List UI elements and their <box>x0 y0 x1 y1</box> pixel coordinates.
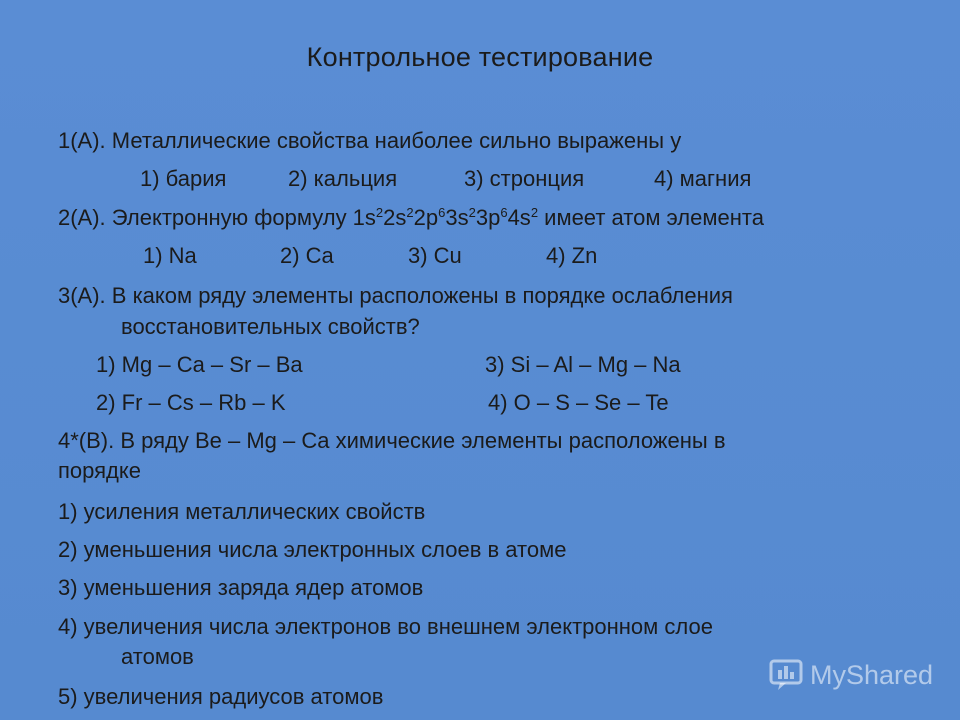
q3-option-1: 1) Mg – Ca – Sr – Ba <box>96 352 303 377</box>
question-3-line-1: 3(А). В каком ряду элементы расположены в порядке ослабления <box>58 283 733 308</box>
q1-option-4: 4) магния <box>654 166 752 191</box>
q4-question-tail: порядке <box>58 458 141 483</box>
q2-sup-6: 2 <box>530 205 539 220</box>
q3-option-2: 2) Fr – Cs – Rb – K <box>96 390 286 415</box>
q2-option-1: 1) Na <box>143 243 197 268</box>
q4-option-3: 3) уменьшения заряда ядер атомов <box>58 575 424 600</box>
q2-prefix: 2(А). Электронную формулу 1s <box>58 205 376 230</box>
question-3-line-2: восстановительных свойств? <box>121 314 420 339</box>
q3-option-3: 3) Si – Al – Mg – Na <box>485 352 681 377</box>
question-1: 1(А). Металлические свойства наиболее сильно выражены у <box>58 128 682 153</box>
q4-option-5: 5) увеличения радиусов атомов <box>58 684 384 709</box>
q4-option-1: 1) усиления металлических свойств <box>58 499 426 524</box>
q4-option-2: 2) уменьшения числа электронных слоев в атоме <box>58 537 567 562</box>
q2-part-2p: 2p <box>413 205 439 230</box>
question-4 <box>58 426 924 486</box>
q2-option-4: 4) Zn <box>546 243 598 268</box>
q2-part-2s: 2s <box>383 205 407 230</box>
q4-question: 4*(В). В ряду Be – Mg – Ca химические элементы расположены в <box>58 428 726 453</box>
q2-part-3s: 3s <box>445 205 469 230</box>
q3-option-4: 4) O – S – Se – Te <box>488 390 669 415</box>
q4-option-4-line-1: 4) увеличения числа электронов во внешнем электронном слое <box>58 614 713 639</box>
myshared-logo <box>768 656 933 694</box>
q2-option-2: 2) Ca <box>280 243 334 268</box>
myshared-logo-icon <box>768 658 804 692</box>
q2-suffix: имеет атом элемента <box>538 205 764 230</box>
q2-sup-3: 6 <box>438 205 446 220</box>
q2-part-4s: 4s <box>507 205 531 230</box>
question-2 <box>58 205 764 231</box>
q1-option-3: 3) стронция <box>464 166 585 191</box>
q2-sup-2: 2 <box>406 205 414 220</box>
q2-sup-5: 6 <box>500 205 508 220</box>
q2-sup-4: 2 <box>468 205 476 220</box>
q1-option-1: 1) бария <box>140 166 227 191</box>
q2-sup-1: 2 <box>375 205 384 220</box>
q4-option-4-line-2: атомов <box>121 644 194 669</box>
myshared-logo-text: MyShared <box>810 659 934 690</box>
slide-title: Контрольное тестирование <box>306 42 654 72</box>
q1-option-2: 2) кальция <box>288 166 398 191</box>
q2-part-3p: 3p <box>475 205 501 230</box>
q2-option-3: 3) Cu <box>408 243 462 268</box>
